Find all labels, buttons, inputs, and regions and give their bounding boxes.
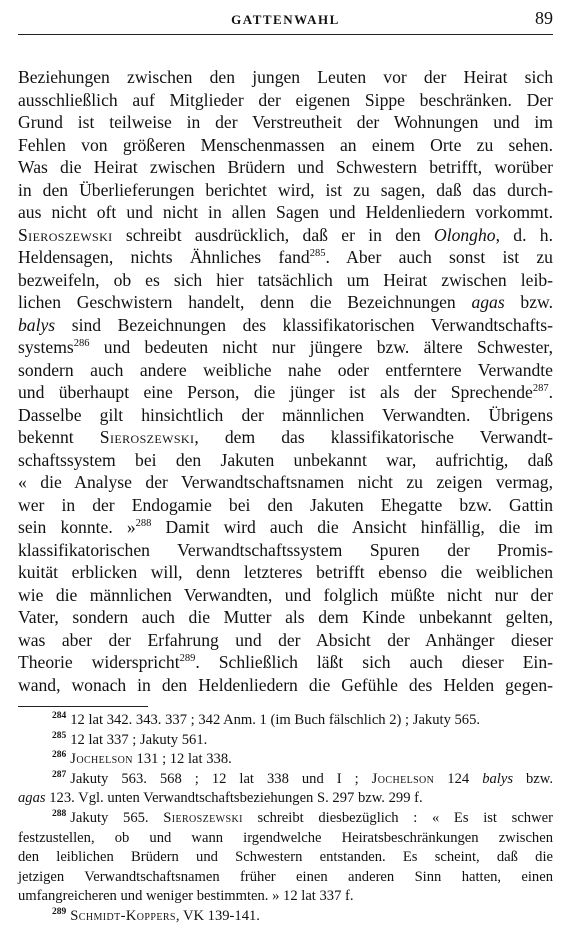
text-line (18, 314, 553, 337)
text-span: sind Bezeichnungen des klassifikatorischen Verwandtschafts- (55, 314, 553, 335)
footnotes (18, 711, 553, 927)
text-line (18, 246, 553, 269)
text-line: « die Analyse der Verwandtschaftsnamen nicht zu zeigen vermag, (18, 472, 553, 492)
italic-term: balys (482, 770, 513, 787)
author-name: Sieroszewski (163, 809, 243, 826)
text-span: bekennt (18, 427, 100, 447)
footnote-288-cont: festzustellen, ob und wann irgendwelche Heiratsbeschränkungen zwischen (18, 829, 553, 846)
footnote-288-cont: den leiblichen Brüdern und Schwestern entstanden. Es scheint, daß die (18, 849, 553, 866)
footnote-285 (18, 731, 553, 751)
text-line (18, 381, 553, 404)
footnote-text: 123. Vgl. unten Verwandtschaftsbeziehungen S. 297 bzw. 299 f. (45, 790, 423, 807)
text-span: . Aber auch sonst ist zu (325, 247, 553, 267)
text-span: schreibt ausdrücklich, daß er in den (112, 224, 434, 245)
footnote-text: Jakuty 565. (70, 809, 164, 826)
italic-term: agas (18, 790, 46, 807)
text-line (18, 516, 553, 539)
page-number: 89 (535, 8, 553, 28)
footnote-286 (18, 750, 553, 770)
text-span: und überhaupt eine Person, die jünger ist als der Sprechende (18, 382, 533, 402)
footnote-text: 131 ; 12 lat 338. (132, 751, 232, 768)
text-span: . Schließlich läßt sich auch dieser Ein- (195, 652, 553, 672)
text-line (18, 426, 553, 449)
footnote-number: 285 (52, 730, 67, 741)
footnote-rule (18, 706, 148, 707)
text-line (18, 336, 553, 359)
footnote-reference: 285 (309, 248, 326, 260)
footnote-number: 289 (52, 907, 67, 918)
footnote-number: 286 (52, 750, 67, 761)
text-line: aus nicht oft und nicht in allen Sagen und Heldenliedern vorkommt. (18, 202, 553, 222)
text-line: wand, wonach in den Heldenliedern die Gefühle des Helden gegen- (18, 674, 553, 695)
text-span: sein konnte. » (18, 517, 136, 537)
author-name: Schmidt-Koppers (70, 907, 176, 924)
text-line: klassifikatorischen Verwandtschaftssystem Spuren der Promis- (18, 539, 553, 560)
text-line (18, 651, 553, 674)
footnote-287-cont (18, 789, 553, 809)
italic-term: balys (18, 314, 56, 335)
text-span: lichen Geschwistern handelt, denn die Bezeichnungen (18, 292, 472, 312)
footnote-reference: 289 (179, 653, 196, 665)
text-line: Fehlen von größeren Menschenmassen an einem Orte zu sehen. (18, 134, 553, 155)
text-span: , dem das klassifikatorische Verwandt- (194, 427, 553, 447)
text-span: systems (18, 337, 74, 357)
text-line: bezweifeln, ob es sich hier tatsächlich um Heirat zwischen leib- (18, 269, 553, 290)
page-header (18, 8, 553, 34)
text-line: Was die Heirat zwischen Brüdern und Schwestern betrifft, worüber (18, 157, 553, 177)
footnote-288-cont: umfangreicheren und weniger bestimmten. » 12 lat 337 f. (18, 888, 354, 905)
text-line: kuität erblicken will, denn letzteres betrifft ebenso die weiblichen (18, 562, 553, 582)
text-line (18, 224, 553, 247)
footnote-text: bzw. (513, 770, 554, 787)
author-name: Sieroszewski (99, 427, 195, 447)
italic-term: agas (471, 292, 505, 312)
text-line: Vater, sondern auch die Mutter als dem Kinde unbekannt gelten, (18, 607, 553, 627)
text-line: in den Überlieferungen berichtet wird, ist zu sagen, daß das durch- (18, 179, 553, 200)
footnote-288-cont: jetzigen Verwandtschaftsnamen früher einen anderen Sinn hatten, einen (18, 868, 553, 885)
text-span: Damit wird auch die Ansicht hinfällig, die im (151, 517, 553, 537)
running-head: GATTENWAHL (231, 12, 340, 27)
text-span: und bedeuten nicht nur jüngere bzw. ältere Schwester, (89, 337, 553, 357)
author-name: Jochelson (70, 751, 133, 768)
footnote-number: 287 (52, 769, 67, 780)
text-span: , d. h. (495, 224, 553, 245)
text-line: wer in der Endogamie bei den Jakuten Ehegatte bzw. Gattin (18, 494, 553, 515)
footnote-reference: 287 (532, 383, 549, 395)
footnote-number: 284 (52, 711, 67, 722)
text-line: Grund ist teilweise in der Verstreutheit der Wohnungen und im (18, 112, 553, 132)
text-span: Heldensagen, nichts Ähnliches fand (18, 247, 310, 267)
main-text (18, 66, 553, 696)
text-span: bzw. (504, 292, 553, 312)
footnote-text: Jakuty 563. 568 ; 12 lat 338 und I ; (70, 770, 372, 787)
text-line: sondern auch andere weibliche nahe oder entferntere Verwandte (18, 359, 553, 380)
header-rule (18, 34, 553, 35)
footnote-text: 124 (434, 770, 483, 787)
footnote-289 (18, 907, 553, 927)
footnote-reference: 286 (73, 338, 90, 350)
text-span: . (548, 382, 553, 402)
text-line: wie die männlichen Verwandten, und folglich müßte nicht nur der (18, 584, 553, 605)
text-line: schaftssystem bei den Jakuten unbekannt war, aufrichtig, daß (18, 449, 553, 470)
text-line: ausschließlich auf Mitglieder der eigenen Sippe beschränken. Der (18, 89, 553, 110)
footnote-number: 288 (52, 809, 67, 820)
text-line: Beziehungen zwischen den jungen Leuten vor der Heirat sich (18, 67, 553, 87)
footnote-text: 12 lat 337 ; Jakuty 561. (70, 731, 208, 748)
footnote-text: schreibt diesbezüglich : « Es ist schwer (242, 809, 553, 826)
footnote-reference: 288 (135, 518, 152, 530)
author-name: Sieroszewski (18, 224, 113, 245)
italic-term: Olongho (433, 224, 496, 245)
footnote-284 (18, 711, 553, 731)
footnote-text: 12 lat 342. 343. 337 ; 342 Anm. 1 (im Buch fälschlich 2) ; Jakuty 565. (70, 712, 481, 728)
footnote-text: , VK 139-141. (175, 907, 260, 924)
text-span: Theorie widerspricht (18, 652, 180, 672)
footnote-287 (18, 770, 553, 790)
author-name: Jochelson (371, 770, 435, 787)
text-line (18, 291, 553, 314)
text-line: Dasselbe gilt hinsichtlich der männlichen Verwandten. Übrigens (18, 404, 553, 425)
footnote-288 (18, 809, 553, 829)
text-line: was aber der Erfahrung und der Absicht der Anhänger dieser (18, 629, 553, 650)
